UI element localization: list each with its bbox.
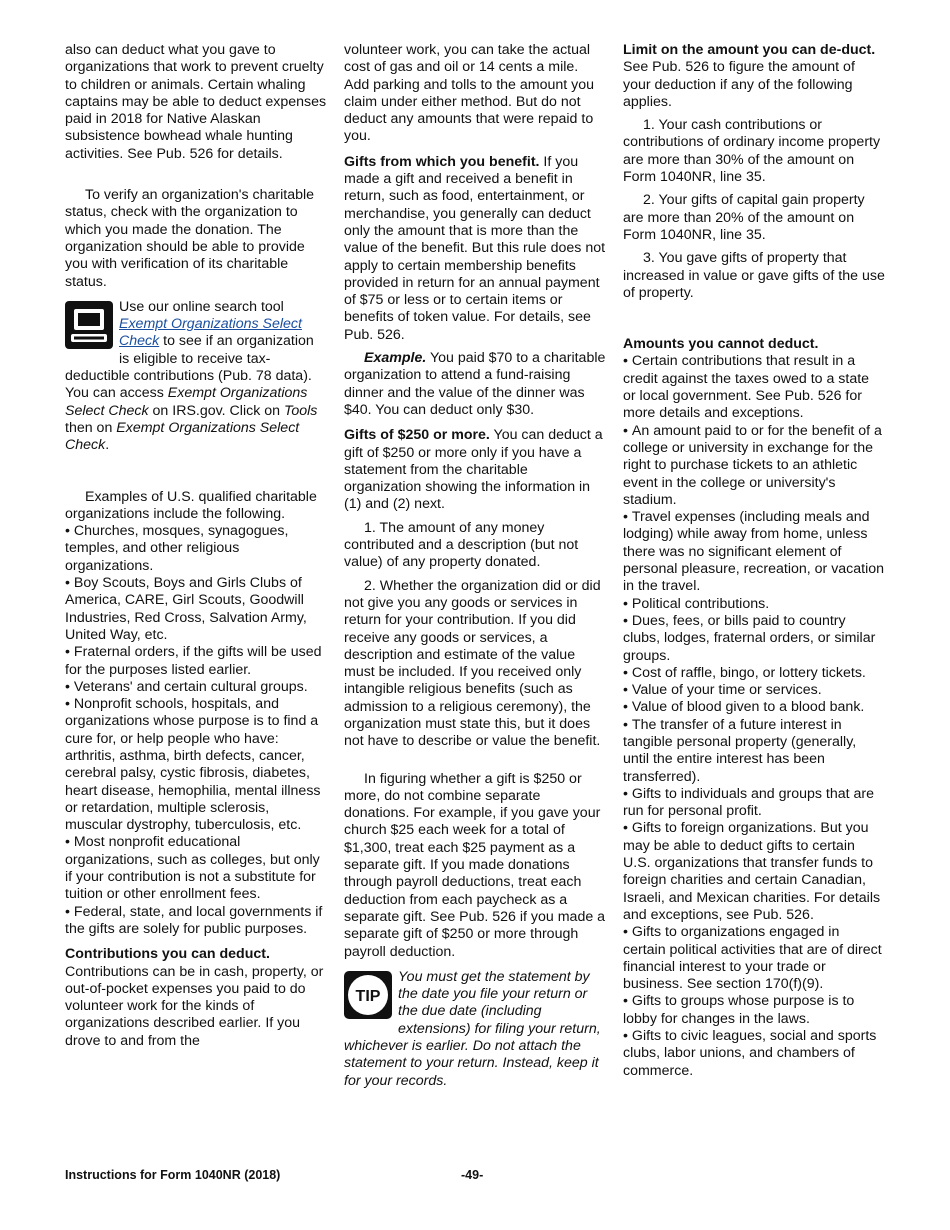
numbered-item: 1. The amount of any money contributed and a description (but not value) of any property donated. (344, 519, 579, 571)
section-text: You can deduct a gift of $250 or more only if you have a statement from the charitable organization showing the information in (1) and (2) next. (344, 427, 603, 513)
section-text: If you made a gift and received a benefit in return, such as food, entertainment, or merchandise, you generally can deduct only the amount that is more than the value of the benefit. But this rule does not apply to certain membership benefits provided in return for an annual payment of $75 or less or to certain items or benefits of token value. For details, see Pub. 526. (344, 153, 606, 343)
column-1 (65, 42, 327, 1050)
section-text: Contributions can be in cash, property, or out-of-pocket expenses you paid to do volunteer work for the kinds of organizations described earlier. If you drove to and from the (65, 963, 324, 1049)
example-heading: Example. (364, 350, 427, 367)
section-text: You paid $70 to a charitable organization to attend a fund-raising dinner and the value of the dinner was $40. You can deduct only $30. (344, 350, 606, 418)
paragraph: volunteer work, you can take the actual cost of gas and oil or 14 cents a mile. Add parking and tolls to the amount you claim under either method. But do not deduct any amounts that were repaid to you. (344, 42, 595, 145)
paragraph (623, 42, 885, 111)
section-heading: Limit on the amount you can de-duct. (623, 42, 876, 58)
section-heading (623, 336, 885, 353)
tip-text: You must get the statement by the date you file your return or the due date (including extensions) for filing your return, whichever is earlier. Do not attach the statement to your return. Instead, keep it for your records. (344, 968, 601, 1089)
list-item: • Value of blood given to a blood bank. (623, 699, 885, 716)
list-item: • Certain contributions that result in a credit against the taxes owed to a state or local government. See Pub. 526 for more details and exceptions. (623, 353, 885, 422)
section-heading: Gifts from which you benefit. (344, 153, 540, 170)
paragraph (344, 427, 606, 513)
list-item: • Gifts to organizations engaged in certain political activities that are of direct financial interest to your trade or business. See section 170(f)(9). (623, 924, 885, 993)
list-item: • The transfer of a future interest in tangible personal property (generally, until the entire interest has been transferred). (623, 717, 885, 786)
exempt-org-select-check-link[interactable]: Exempt Organizations Select Check (119, 316, 302, 350)
computer-icon (65, 301, 113, 354)
section-heading-text: Amounts you cannot deduct. (623, 336, 819, 353)
numbered-item: 2. Whether the organization did or did not give you any goods or services in return for your contribution. If you did receive any goods or services, a description and estimate of the value must be included. If you received only intangible religious benefits (such as admission to a religious ceremony), the organization must state this, but it does not have to describe or value the benefit. (344, 577, 601, 750)
list-item: • Veterans' and certain cultural groups. (65, 679, 327, 696)
column-3 (623, 42, 885, 1080)
numbered-item: 3. You gave gifts of property that increased in value or gave gifts of the use of property. (623, 250, 885, 301)
list-item: • Gifts to individuals and groups that are run for personal profit. (623, 786, 885, 821)
paragraph: Examples of U.S. qualified charitable organizations include the following. (65, 488, 317, 522)
list-item: • Gifts to civic leagues, social and sports clubs, labor unions, and chambers of commerce. (623, 1028, 885, 1080)
list-item: • Churches, mosques, synagogues, temples, and other religious organizations. (65, 523, 327, 575)
list-item: • Travel expenses (including meals and lodging) while away from home, unless there was no significant element of personal pleasure, recreation, or vacation in the travel. (623, 509, 885, 595)
section-text: See Pub. 526 to figure the amount of your deduction if any of the following applies. (623, 59, 855, 110)
list-item: • Cost of raffle, bingo, or lottery tickets. (623, 665, 885, 682)
footer-form-title: Instructions for Form 1040NR (2018) (65, 1168, 281, 1182)
tip-label: TIP (355, 987, 381, 1005)
numbered-item: 1. Your cash contributions or contributions of ordinary income property are more than 30% of the amount on Form 1040NR, line 35. (623, 117, 881, 186)
paragraph: In figuring whether a gift is $250 or more, do not combine separate donations. For example, if you gave your church $25 each week for a total of $1,300, treat each $25 payment as a separate gift. If you made donations through payroll deductions, treat each deduction from each paycheck as a separate gift. See Pub. 526 if you made a separate gift of $250 or more through payroll deduction. (344, 770, 606, 960)
column-2 (344, 42, 606, 1090)
note-text: then on (65, 419, 117, 436)
paragraph (344, 154, 606, 344)
list-item: • Federal, state, and local governments if the gifts are solely for public purposes. (65, 904, 327, 939)
list-item: • Value of your time or services. (623, 682, 885, 699)
note-italic: Exempt Organizations Select Check (65, 419, 300, 454)
tip-box (344, 969, 606, 1090)
list-item: • Political contributions. (623, 596, 885, 613)
tip-icon (344, 971, 392, 1024)
paragraph (344, 350, 606, 419)
list-item: • An amount paid to or for the benefit of a college or university in exchange for the right to purchase tickets to an athletic event in the college or university's stadium. (623, 423, 885, 509)
section-heading: Contributions you can deduct. (65, 946, 270, 963)
list-item: • Most nonprofit educational organizations, such as colleges, but only if your contribution is not a substitute for tuition or other enrollment fees. (65, 834, 327, 903)
note-text: on IRS.gov. Click on (148, 402, 284, 419)
paragraph: also can deduct what you gave to organizations that work to prevent cruelty to children or animals. Certain whaling captains may be able to deduct expenses paid in 2018 for Native Alaskan subsistence bowhead whale hunting activities. See Pub. 526 for details. (65, 42, 327, 162)
note-italic: Tools (283, 402, 318, 419)
page-number: -49- (461, 1168, 484, 1182)
note-text: Use our online search tool (119, 298, 284, 315)
list-item: • Gifts to foreign organizations. But you may be able to deduct gifts to certain U.S. organizations that transfer funds to foreign charities and certain Canadian, Israeli, and Mexican charities. For details and exceptions, see Pub. 526. (623, 820, 885, 924)
paragraph: To verify an organization's charitable status, check with the organization to which you made the donation. The organization should be able to provide you with verification of its charitable status. (65, 187, 315, 290)
paragraph (65, 946, 327, 1050)
note-text: to see if an organization is eligible to receive tax-deductible contributions (Pub. 78 data). You can access (65, 333, 314, 402)
list-item: • Gifts to groups whose purpose is to lobby for changes in the laws. (623, 993, 885, 1028)
list-item: • Fraternal orders, if the gifts will be used for the purposes listed earlier. (65, 644, 327, 679)
list-item: • Nonprofit schools, hospitals, and organizations whose purpose is to find a cure for, or help people who have: arthritis, asthma, birth defects, cancer, cerebral palsy, cystic fibrosis, diabetes, heart disease, hemophilia, mental illness or retardation, multiple sclerosis, muscular dystrophy, tuberculosis, etc. (65, 696, 327, 834)
note-italic: Exempt Organizations Select Check (65, 385, 308, 419)
list-item: • Dues, fees, or bills paid to country clubs, lodges, fraternal orders, or similar groups. (623, 613, 885, 665)
numbered-item: 2. Your gifts of capital gain property are more than 20% of the amount on Form 1040NR, line 35. (623, 192, 865, 243)
computer-note (65, 299, 327, 455)
section-heading: Gifts of $250 or more. (344, 427, 490, 444)
note-text: . (105, 437, 110, 454)
list-item: • Boy Scouts, Boys and Girls Clubs of America, CARE, Girl Scouts, Goodwill Industries, Red Cross, Salvation Army, United Way, etc. (65, 575, 327, 644)
